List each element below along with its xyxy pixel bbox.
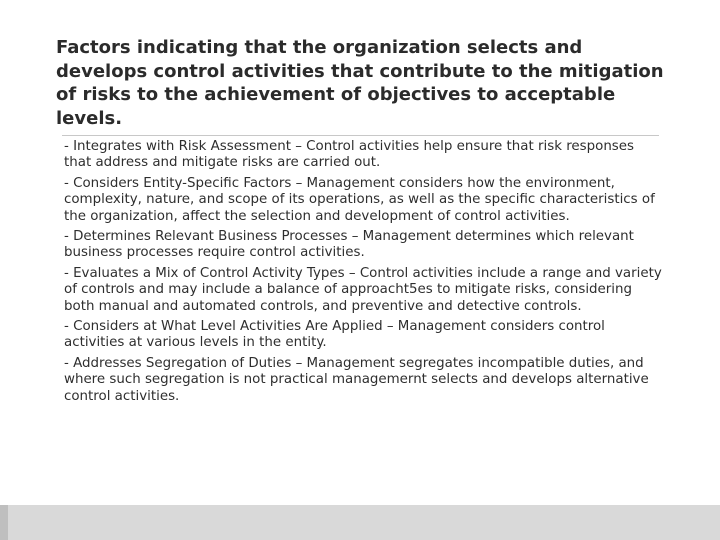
factor-item-entity-specific: - Considers Entity-Specific Factors – Management considers how the environment, complexity, nature, and scope of its operations, as well as the specific characteristics of the organization, affect the selection and development of control activities.	[64, 175, 655, 224]
factor-item-activity-types: - Evaluates a Mix of Control Activity Types – Control activities include a range and variety of controls and may include a balance of approacht5es to mitigate risks, considering both manual and automated controls, and preventive and detective controls.	[64, 265, 662, 314]
factor-item-business-processes: - Determines Relevant Business Processes – Management determines which relevant business processes require control activities.	[64, 229, 634, 261]
factor-item-activity-levels: - Considers at What Level Activities Are Applied – Management considers control activities at various levels in the entity.	[64, 319, 605, 351]
footer-bar	[0, 505, 720, 540]
factor-item-segregation-duties: - Addresses Segregation of Duties – Management segregates incompatible duties, and where such segregation is not practical managemernt selects and develops alternative control activities.	[64, 355, 649, 404]
factor-list	[64, 139, 664, 409]
slide-title: Factors indicating that the organization selects and develops control activities that contribute to the mitigation of risks to the achievement of objectives to acceptable levels.	[56, 37, 664, 129]
footer-accent	[0, 505, 8, 540]
title-divider	[62, 135, 659, 136]
factor-item-risk-assessment: - Integrates with Risk Assessment – Control activities help ensure that risk responses that address and mitigate risks are carried out.	[64, 139, 634, 171]
